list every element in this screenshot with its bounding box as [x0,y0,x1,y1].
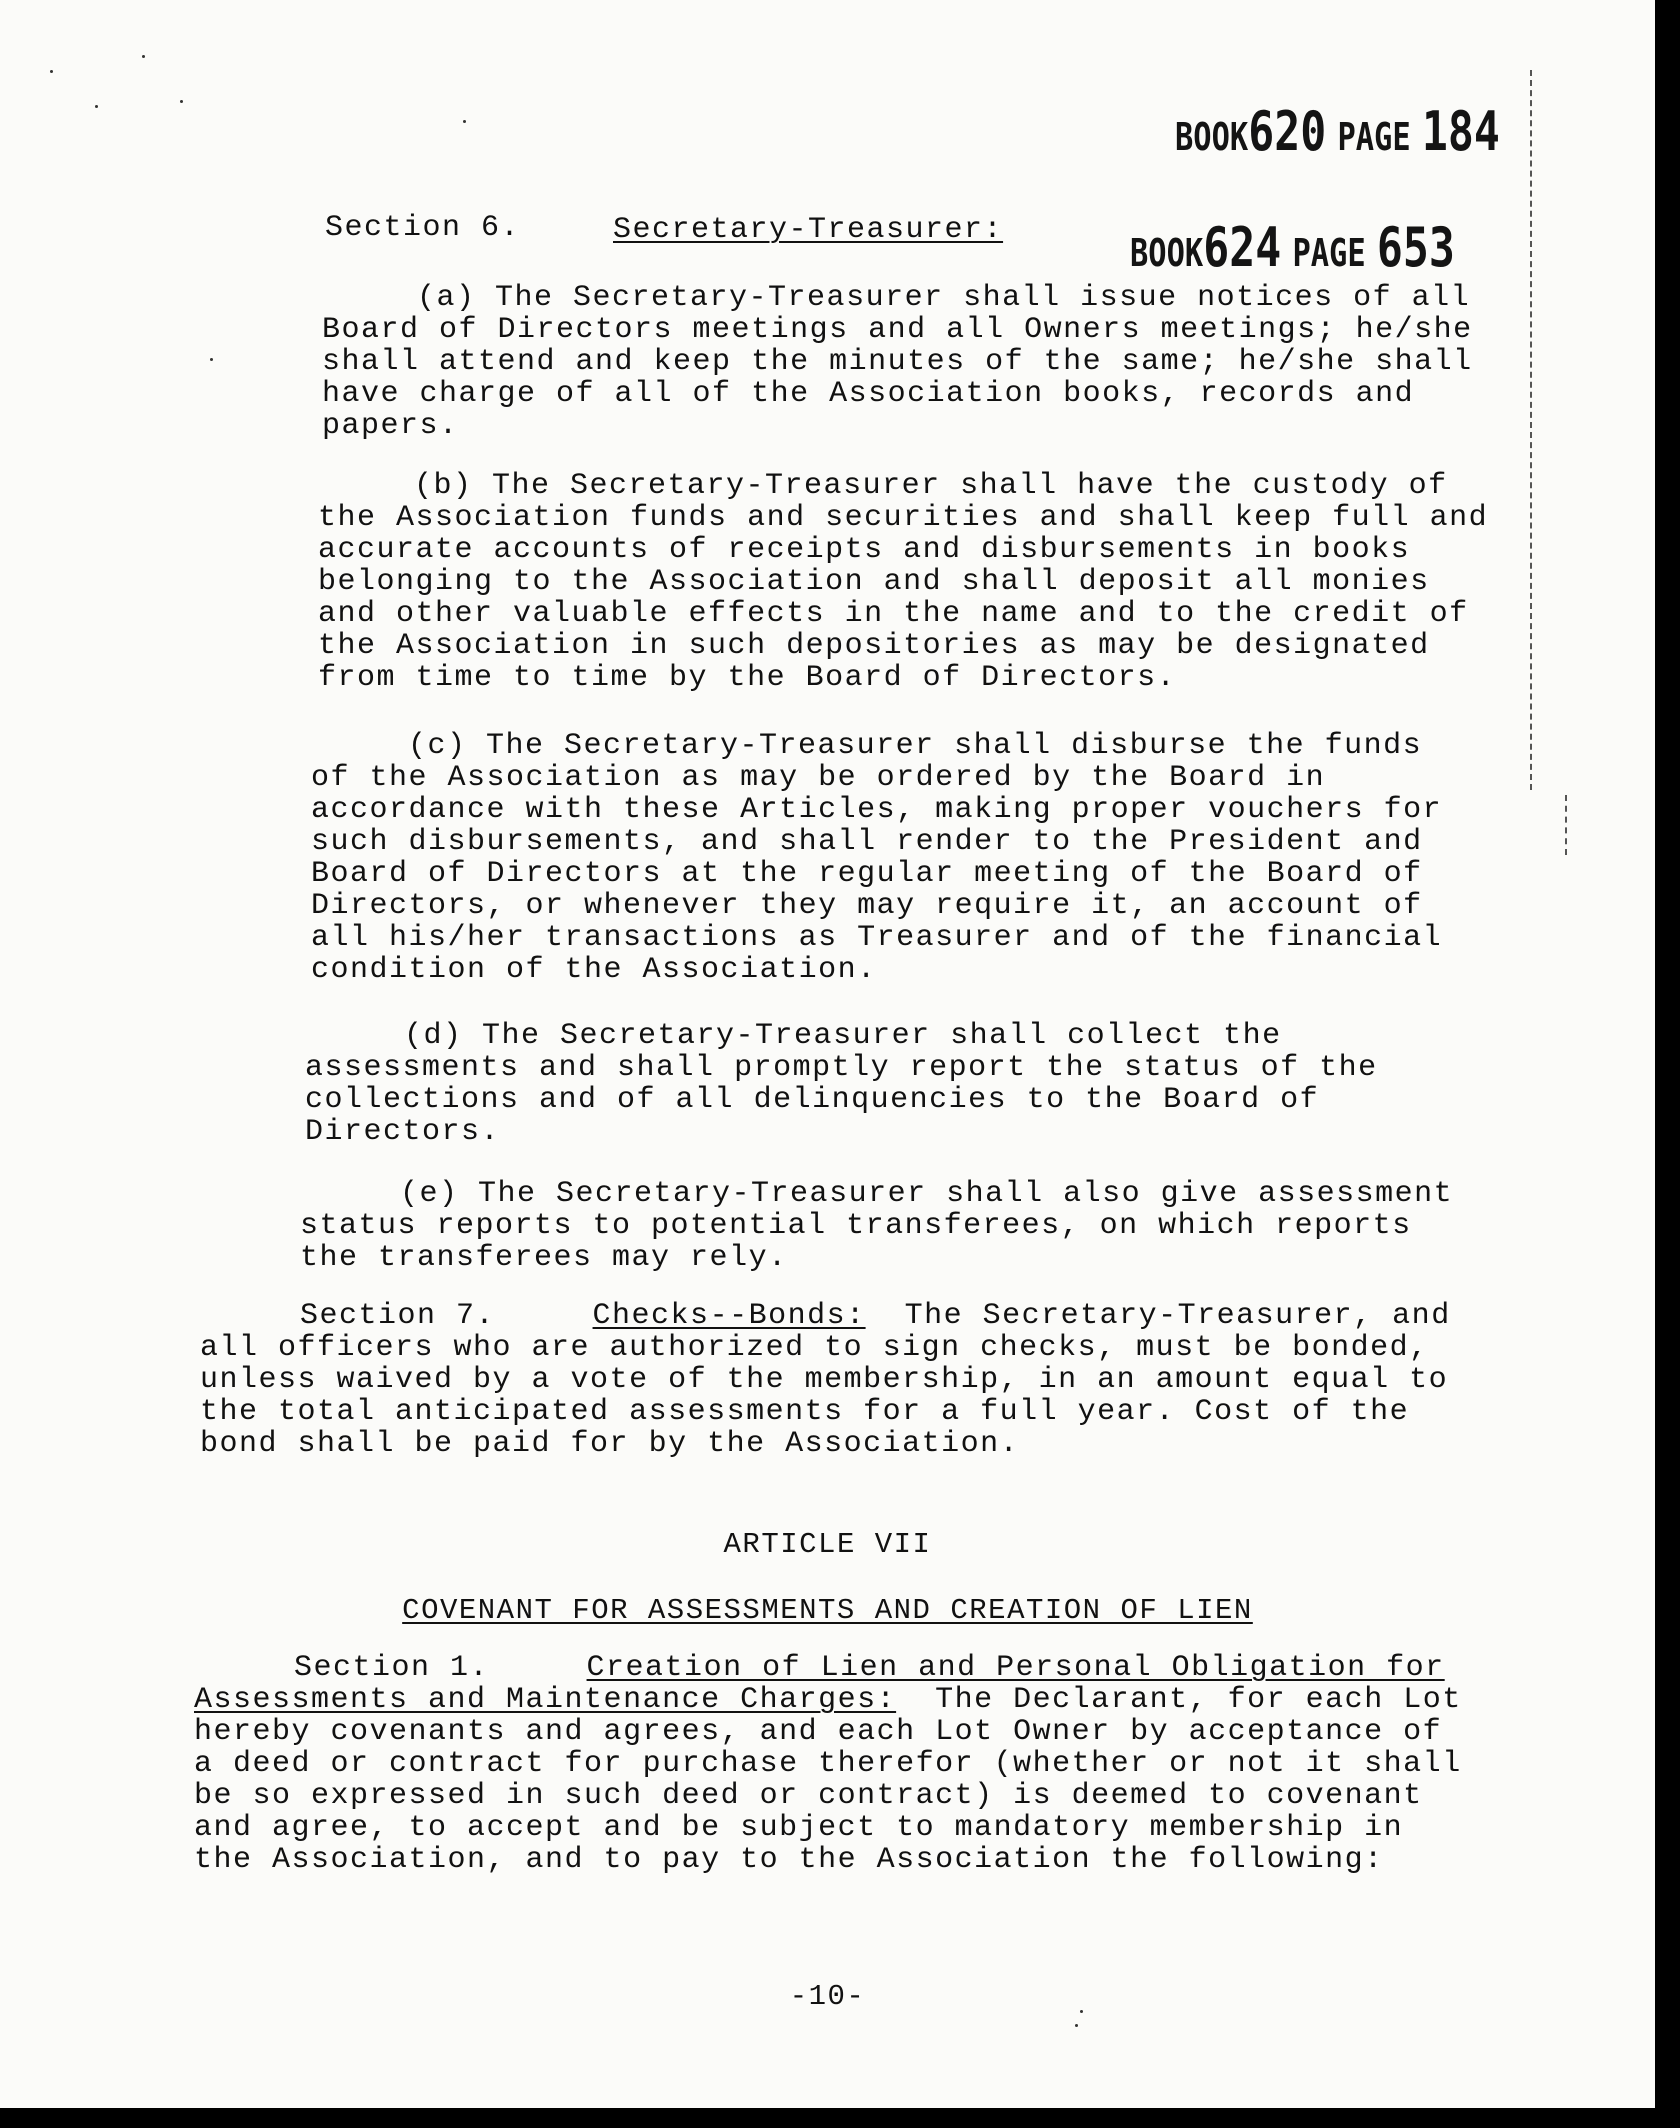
book-page-stamp-1 [1175,100,1500,163]
scan-speck [1075,2024,1078,2027]
margin-mark [1565,795,1567,855]
paragraph-line: Board of Directors at the regular meeting of the Board of [311,857,1423,891]
paragraph-line: assessments and shall promptly report the status of the [305,1051,1378,1085]
article-title: COVENANT FOR ASSESSMENTS AND CREATION OF LIEN [402,1594,1253,1627]
section-7-first-line [200,1300,1451,1332]
stamp-book-number: 620 [1248,100,1327,163]
paragraph-line: condition of the Association. [311,953,877,987]
stamp-book-label: BOOK [1175,115,1249,159]
paragraph-line: a deed or contract for purchase therefor (whether or not it shall [194,1747,1462,1781]
section-6-title-wrap [613,214,1003,246]
scan-speck [50,70,53,73]
paragraph-line: the transferees may rely. [300,1241,788,1275]
paragraph-line: the total anticipated assessments for a full year. Cost of the [200,1395,1410,1429]
section-6-label: Section 6. [325,211,521,245]
article-number: ARTICLE VII [723,1528,932,1561]
section-7-title: Checks--Bonds: [592,1299,866,1333]
section-1-title-cont: Assessments and Maintenance Charges: [194,1683,897,1717]
paragraph-line: status reports to potential transferees, on which reports [300,1209,1412,1243]
stamp-page-label: PAGE [1337,115,1411,159]
paragraph-line: all officers who are authorized to sign checks, must be bonded, [200,1331,1429,1365]
scan-speck [142,55,145,58]
paragraph-line: of the Association as may be ordered by the Board in [311,761,1326,795]
scan-speck [95,105,98,108]
paragraph-e [300,1178,1453,1274]
paragraph-line: (b) The Secretary-Treasurer shall have the custody of [414,469,1448,503]
paragraph-line: Board of Directors meetings and all Owners meetings; he/she [322,313,1473,347]
section-6-heading [325,212,520,244]
paragraph-line: all his/her transactions as Treasurer and of the financial [311,921,1443,955]
paragraph-line: (a) The Secretary-Treasurer shall issue notices of all [417,281,1471,315]
paragraph-line: the Association in such depositories as may be designated [318,629,1430,663]
paragraph-line: papers. [322,409,459,443]
paragraph-line: Directors. [305,1115,501,1149]
section-6-title: Secretary-Treasurer: [613,213,1004,247]
paragraph-line: shall attend and keep the minutes of the same; he/she shall [322,345,1473,379]
stamp-page-label: PAGE [1292,231,1366,275]
paragraph-line: belonging to the Association and shall deposit all monies [318,565,1430,599]
paragraph-line: bond shall be paid for by the Association. [200,1427,1020,1461]
paragraph-d [305,1020,1378,1148]
paragraph-line: the Association, and to pay to the Association the following: [194,1843,1384,1877]
margin-mark [1530,70,1532,790]
section-1 [194,1652,1462,1876]
section-7 [200,1300,1451,1460]
section-1-first-line [194,1652,1462,1684]
paragraph-line: (c) The Secretary-Treasurer shall disburse the funds [408,729,1423,763]
paragraph-a [322,282,1473,442]
section-7-label: Section 7. [300,1299,496,1333]
section-1-title: Creation of Lien and Personal Obligation for [586,1651,1445,1685]
article-title-wrap [0,1594,1655,1627]
book-page-stamp-2 [1130,216,1455,279]
scan-speck [180,100,183,103]
paragraph-c [311,730,1442,986]
paragraph-b [318,470,1488,694]
paragraph-line: such disbursements, and shall render to the President and [311,825,1423,859]
scan-speck [210,358,213,361]
paragraph-line: be so expressed in such deed or contract) is deemed to covenant [194,1779,1423,1813]
paragraph-line: hereby covenants and agrees, and each Lot Owner by acceptance of [194,1715,1443,1749]
paragraph-line: (e) The Secretary-Treasurer shall also give assessment [400,1177,1454,1211]
section-1-second-line [194,1684,1462,1716]
paragraph-line: Directors, or whenever they may require it, an account of [311,889,1423,923]
paragraph-line: have charge of all of the Association books, records and [322,377,1415,411]
paragraph-line: accurate accounts of receipts and disbursements in books [318,533,1411,567]
stamp-page-number: 184 [1421,100,1500,163]
paragraph-line: (d) The Secretary-Treasurer shall collect the [404,1019,1282,1053]
paragraph-line: and agree, to accept and be subject to mandatory membership in [194,1811,1404,1845]
paragraph-line: unless waived by a vote of the membership, in an amount equal to [200,1363,1449,1397]
paragraph-line: the Association funds and securities and shall keep full and [318,501,1489,535]
stamp-page-number: 653 [1376,216,1455,279]
paragraph-line: from time to time by the Board of Directors. [318,661,1177,695]
paragraph-line: and other valuable effects in the name and to the credit of [318,597,1469,631]
paragraph-line: The Secretary-Treasurer, and [904,1299,1451,1333]
paragraph-line: The Declarant, for each Lot [935,1683,1462,1717]
section-1-label: Section 1. [294,1651,490,1685]
page-number: -10- [789,1980,866,2013]
scan-speck [463,120,466,123]
stamp-book-label: BOOK [1130,231,1204,275]
paragraph-line: accordance with these Articles, making proper vouchers for [311,793,1443,827]
paragraph-line: collections and of all delinquencies to the Board of [305,1083,1320,1117]
stamp-book-number: 624 [1203,216,1282,279]
